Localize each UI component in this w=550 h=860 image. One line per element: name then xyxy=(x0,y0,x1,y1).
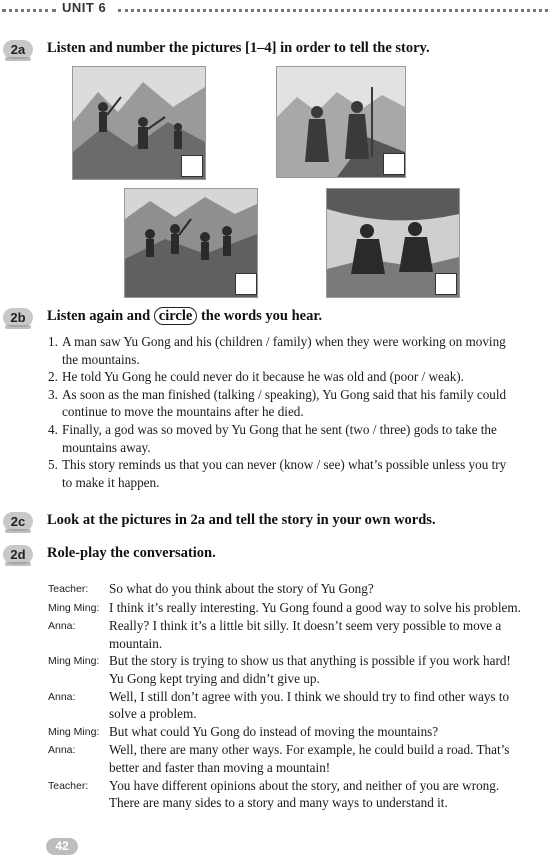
speaker-name: Anna: xyxy=(48,620,76,633)
badge-2a: 2a xyxy=(3,40,33,59)
list-item xyxy=(48,333,518,368)
picture-two-men-talking xyxy=(276,66,406,178)
picture-family-moving-mountain xyxy=(124,188,258,298)
dialogue-line xyxy=(48,741,528,776)
speech-text: So what do you think about the story of Yu Gong? xyxy=(109,581,374,596)
instruction-2c: Look at the pictures in 2a and tell the story in your own words. xyxy=(47,512,436,528)
speaker-name: Teacher: xyxy=(48,779,89,792)
list-2b xyxy=(48,333,518,491)
speech-text: Well, I still don’t agree with you. I think we should try to find other ways to solve a problem. xyxy=(109,688,510,722)
dialogue-line xyxy=(48,723,528,742)
dialogue-line xyxy=(48,652,528,687)
item-number: 3. xyxy=(48,386,58,402)
speech-text: But what could Yu Gong do instead of moving the mountains? xyxy=(109,723,439,739)
speaker-name: Ming Ming: xyxy=(48,725,100,738)
instruction-2a: Listen and number the pictures [1–4] in order to tell the story. xyxy=(47,40,430,56)
number-box-2[interactable] xyxy=(383,153,405,175)
picture-workers-digging xyxy=(72,66,206,180)
instruction-2b-before: Listen again and xyxy=(47,308,154,324)
instruction-2b xyxy=(47,308,322,325)
badge-2b: 2b xyxy=(3,308,33,327)
instruction-2b-circled-word: circle xyxy=(154,307,198,325)
dialogue-line xyxy=(48,599,528,618)
number-box-4[interactable] xyxy=(435,273,457,295)
item-number: 1. xyxy=(48,334,58,349)
item-text: He told Yu Gong he could never do it because he was old and (poor / weak). xyxy=(62,369,464,385)
header-dots-right xyxy=(118,9,548,12)
speaker-name: Anna: xyxy=(48,744,76,757)
badge-2d: 2d xyxy=(3,545,33,564)
dialogue-line xyxy=(48,688,528,723)
speech-text: I think it’s really interesting. Yu Gong found a good way to solve his problem. xyxy=(109,599,521,615)
item-text: This story reminds us that you can never (know / see) what’s possible unless you try to make it happen. xyxy=(62,457,507,490)
dialogue-line xyxy=(48,617,528,652)
speaker-name: Ming Ming: xyxy=(48,655,100,668)
page-number: 42 xyxy=(46,838,78,855)
speech-text: You have different opinions about the story, and neither of you are wrong. There are many sides to a story and many ways to understand it. xyxy=(109,777,500,811)
picture-gods-carrying-mountains xyxy=(326,188,460,298)
list-item xyxy=(48,368,518,386)
header-dots-left xyxy=(2,9,56,12)
item-number: 2. xyxy=(48,369,58,385)
item-text: As soon as the man finished (talking / speaking), Yu Gong said that his family could continue to move the mountains after he died. xyxy=(62,386,507,420)
badge-2c: 2c xyxy=(3,512,33,531)
item-text: A man saw Yu Gong and his (children / family) when they were working on moving the mountains. xyxy=(62,334,506,367)
speech-text: Really? I think it’s a little bit silly. It doesn’t seem very possible to move a mountain. xyxy=(109,618,502,651)
item-text: Finally, a god was so moved by Yu Gong that he sent (two / three) gods to take the mountains away. xyxy=(62,421,497,455)
conversation xyxy=(48,580,528,812)
number-box-1[interactable] xyxy=(181,155,203,177)
unit-header xyxy=(0,0,550,20)
list-item xyxy=(48,456,518,491)
speaker-name: Anna: xyxy=(48,690,76,703)
unit-title: UNIT 6 xyxy=(62,0,107,15)
dialogue-line xyxy=(48,777,528,812)
speech-text: Well, there are many other ways. For example, he could build a road. That’s better and faster than moving a mountain! xyxy=(109,742,510,775)
list-item xyxy=(48,421,518,456)
item-number: 5. xyxy=(48,457,58,473)
instruction-2d: Role-play the conversation. xyxy=(47,545,216,561)
list-item xyxy=(48,386,518,421)
speaker-name: Teacher: xyxy=(48,583,89,595)
speech-text: But the story is trying to show us that anything is possible if you work hard! Yu Gong kept trying and didn’t give up. xyxy=(109,653,511,686)
speaker-name: Ming Ming: xyxy=(48,601,100,614)
dialogue-line xyxy=(48,580,528,599)
number-box-3[interactable] xyxy=(235,273,257,295)
instruction-2b-after: the words you hear. xyxy=(197,308,323,324)
item-number: 4. xyxy=(48,421,58,437)
